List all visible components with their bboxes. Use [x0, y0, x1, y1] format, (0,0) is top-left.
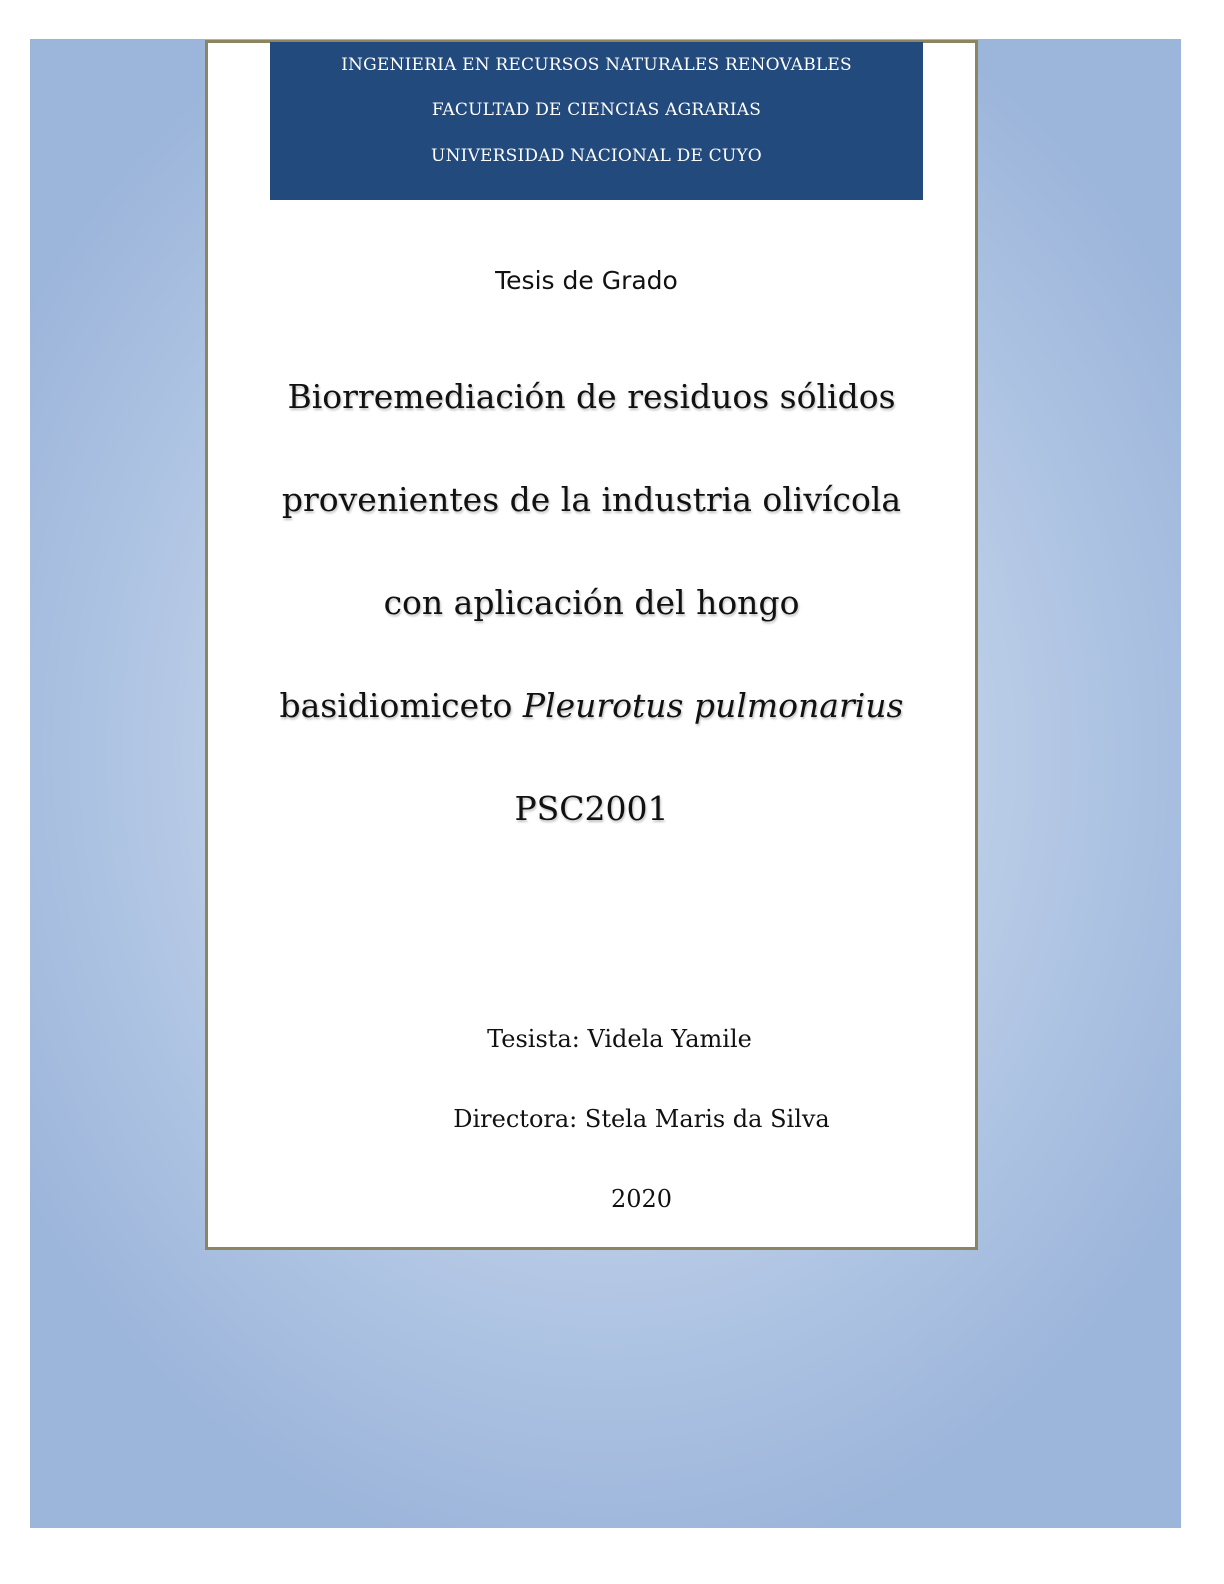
program-name: INGENIERIA EN RECURSOS NATURALES RENOVABLES: [341, 55, 852, 75]
year-text: 2020: [610, 1185, 673, 1213]
author-line: [208, 1025, 975, 1053]
author-text: Tesista: Videla Yamile: [487, 1025, 752, 1053]
species-name: Pleurotus pulmonarius: [522, 686, 904, 725]
thesis-type-text: Tesis de Grado: [495, 266, 678, 295]
faculty-name: FACULTAD DE CIENCIAS AGRARIAS: [431, 100, 762, 120]
title-line-3: con aplicación del hongo: [383, 583, 800, 622]
title-line-4-plain: basidiomiceto: [279, 686, 523, 725]
university-name: UNIVERSIDAD NACIONAL DE CUYO: [431, 146, 762, 166]
title-line-4: [208, 686, 975, 725]
title-line-5: PSC2001: [514, 789, 669, 828]
year-line: [208, 1185, 975, 1213]
director-line: [208, 1105, 975, 1133]
title-line-1: Biorremediación de residuos sólidos: [287, 377, 896, 416]
thesis-type-label: [208, 266, 975, 295]
director-text: Directora: Stela Maris da Silva: [453, 1105, 830, 1133]
title-line-2: provenientes de la industria olivícola: [281, 480, 902, 519]
cover-frame: [205, 40, 978, 1250]
institution-header-band: [270, 42, 923, 200]
